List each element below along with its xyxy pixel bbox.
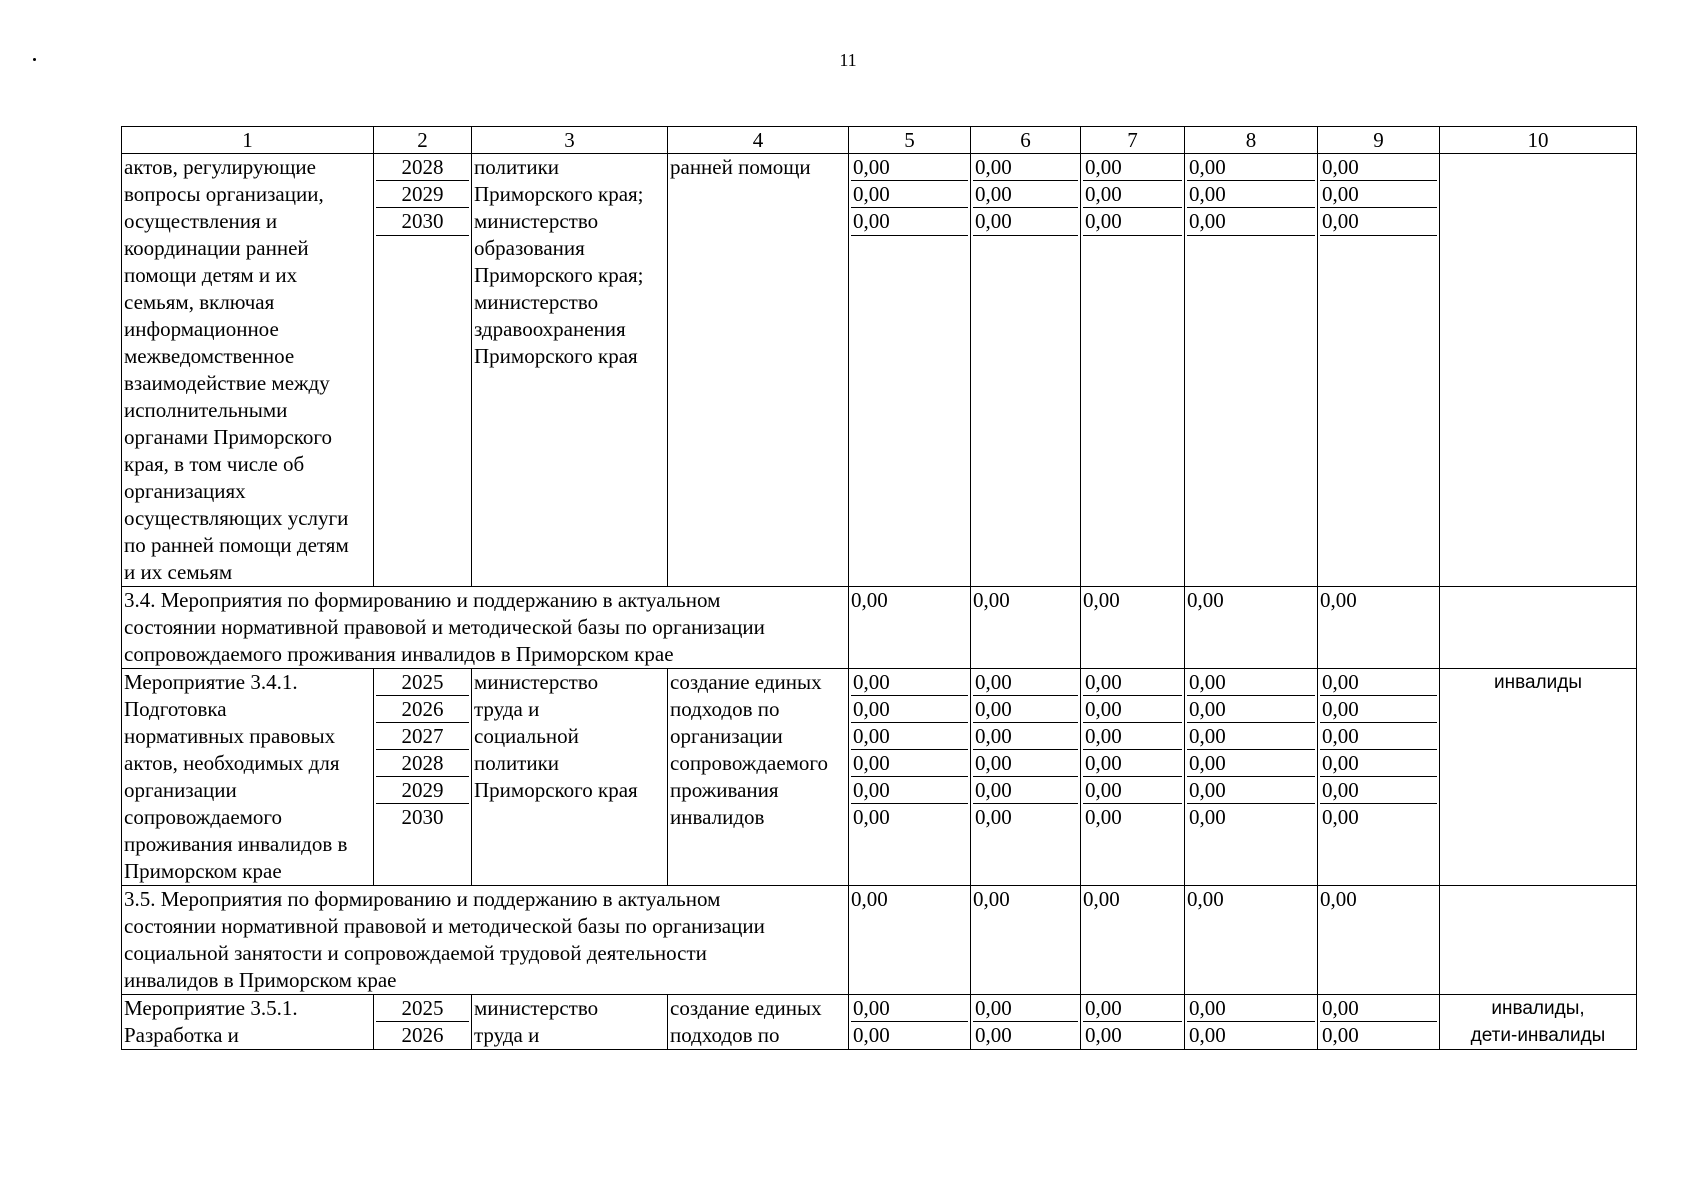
value-cell-7: 0,00 xyxy=(1081,587,1185,669)
value-cell-5: 0,00 xyxy=(849,587,971,669)
header-cell: 3 xyxy=(472,127,668,154)
value-cell-7: 0,00 0,00 xyxy=(1081,995,1185,1050)
years-cell: 2025 2026 2027 2028 2029 2030 xyxy=(374,669,472,886)
value-cell-9: 0,00 xyxy=(1318,587,1440,669)
header-cell: 2 xyxy=(374,127,472,154)
activity-name-cell: Мероприятие 3.4.1. Подготовка нормативных правовых актов, необходимых для организации сопровождаемого проживания инвалидов в Приморском крае xyxy=(122,669,374,886)
section-title-3-5: 3.5. Мероприятия по формированию и поддержанию в актуальном состоянии нормативной правовой и методической базы по организации социальной занятости и сопровождаемой трудовой деятельности инвалидов в Приморском крае xyxy=(122,886,849,995)
target-group-cell xyxy=(1440,886,1637,995)
value-cell-6: 0,00 0,00 0,00 xyxy=(971,154,1081,587)
page-number: 11 xyxy=(839,50,857,70)
header-cell: 9 xyxy=(1318,127,1440,154)
executor-cell: министерство труда и социальной политики Приморского края xyxy=(472,669,668,886)
activity-row xyxy=(122,669,1637,886)
value-cell-5: 0,00 xyxy=(849,886,971,995)
activity-row xyxy=(122,995,1637,1050)
value-cell-7: 0,00 0,00 0,00 0,00 0,00 0,00 xyxy=(1081,669,1185,886)
value-cell-6: 0,00 xyxy=(971,587,1081,669)
header-cell: 10 xyxy=(1440,127,1637,154)
executor-cell: политики Приморского края; министерство образования Приморского края; министерство здравоохранения Приморского края xyxy=(472,154,668,587)
value-cell-9: 0,00 0,00 0,00 xyxy=(1318,154,1440,587)
value-cell-5: 0,00 0,00 0,00 xyxy=(849,154,971,587)
header-cell: 7 xyxy=(1081,127,1185,154)
value-cell-8: 0,00 0,00 0,00 0,00 0,00 0,00 xyxy=(1185,669,1318,886)
value-cell-8: 0,00 xyxy=(1185,587,1318,669)
result-cell: ранней помощи xyxy=(668,154,849,587)
activity-name-cell: Мероприятие 3.5.1. Разработка и xyxy=(122,995,374,1050)
header-cell: 6 xyxy=(971,127,1081,154)
result-cell: создание единых подходов по организации сопровождаемого проживания инвалидов xyxy=(668,669,849,886)
section-row xyxy=(122,886,1637,995)
value-cell-5: 0,00 0,00 0,00 0,00 0,00 0,00 xyxy=(849,669,971,886)
header-cell: 5 xyxy=(849,127,971,154)
value-cell-7: 0,00 0,00 0,00 xyxy=(1081,154,1185,587)
years-cell: 2025 2026 xyxy=(374,995,472,1050)
value-cell-7: 0,00 xyxy=(1081,886,1185,995)
section-title-3-4: 3.4. Мероприятия по формированию и поддержанию в актуальном состоянии нормативной правовой и методической базы по организации сопровождаемого проживания инвалидов в Приморском крае xyxy=(122,587,849,669)
result-cell: создание единых подходов по xyxy=(668,995,849,1050)
value-cell-6: 0,00 0,00 0,00 0,00 0,00 0,00 xyxy=(971,669,1081,886)
header-row xyxy=(122,127,1637,154)
target-group-cell: инвалиды xyxy=(1440,669,1637,886)
years-cell: 2028 2029 2030 xyxy=(374,154,472,587)
target-group-cell xyxy=(1440,587,1637,669)
executor-cell: министерство труда и xyxy=(472,995,668,1050)
value-cell-9: 0,00 xyxy=(1318,886,1440,995)
value-cell-8: 0,00 xyxy=(1185,886,1318,995)
header-cell: 4 xyxy=(668,127,849,154)
value-cell-6: 0,00 xyxy=(971,886,1081,995)
value-cell-5: 0,00 0,00 xyxy=(849,995,971,1050)
target-group-cell: инвалиды, дети-инвалиды xyxy=(1440,995,1637,1050)
target-group-cell xyxy=(1440,154,1637,587)
header-cell: 1 xyxy=(122,127,374,154)
activity-row xyxy=(122,154,1637,587)
header-cell: 8 xyxy=(1185,127,1318,154)
activity-name-cell: актов, регулирующие вопросы организации, осуществления и координации ранней помощи детям и их семьям, включая информационное межведомственное взаимодействие между исполнительными органами Приморского края, в том числе об организациях осуществляющих услуги по ранней помощи детям и их семьям xyxy=(122,154,374,587)
value-cell-9: 0,00 0,00 0,00 0,00 0,00 0,00 xyxy=(1318,669,1440,886)
program-table xyxy=(121,126,1637,1050)
section-row xyxy=(122,587,1637,669)
value-cell-8: 0,00 0,00 0,00 xyxy=(1185,154,1318,587)
value-cell-6: 0,00 0,00 xyxy=(971,995,1081,1050)
value-cell-8: 0,00 0,00 xyxy=(1185,995,1318,1050)
value-cell-9: 0,00 0,00 xyxy=(1318,995,1440,1050)
